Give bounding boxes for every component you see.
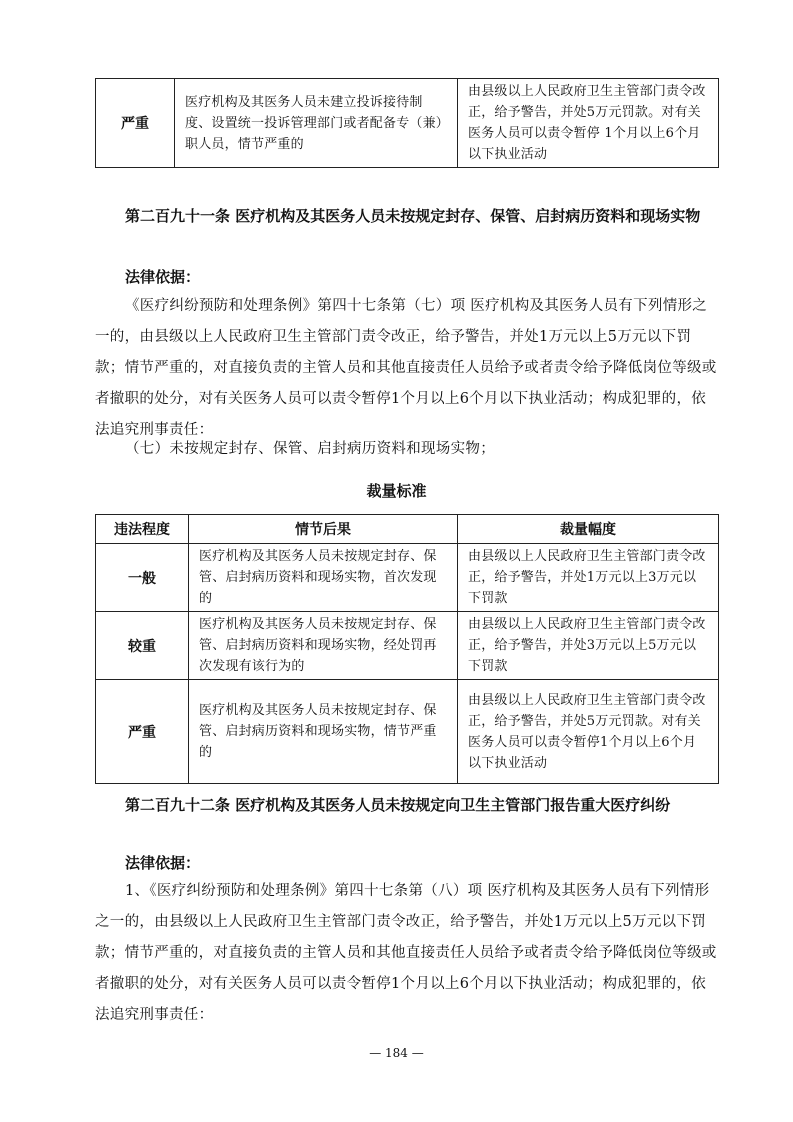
row-penalty: 由县级以上人民政府卫生主管部门责令改正，给予警告，并处3万元以上5万元以下罚款 [458, 612, 719, 680]
row-circumstance: 医疗机构及其医务人员未按规定封存、保管、启封病历资料和现场实物，情节严重的 [189, 680, 458, 784]
row-level: 严重 [96, 680, 189, 784]
top-table-circumstance: 医疗机构及其医务人员未建立投诉接待制度、设置统一投诉管理部门或者配备专（兼）职人员，情节严重的 [175, 79, 458, 168]
article-291-paragraph-2: （七）未按规定封存、保管、启封病历资料和现场实物； [125, 441, 495, 457]
header-circumstance: 情节后果 [189, 515, 458, 544]
header-level: 违法程度 [96, 515, 189, 544]
table-row [96, 612, 719, 680]
top-table-level: 严重 [96, 79, 175, 168]
table-row [96, 680, 719, 784]
table-row [96, 544, 719, 612]
table-caption: 裁量标准 [366, 482, 427, 500]
row-circumstance: 医疗机构及其医务人员未按规定封存、保管、启封病历资料和现场实物，首次发现的 [189, 544, 458, 612]
article-292-legal-basis-label: 法律依据： [125, 854, 201, 872]
article-291-paragraph-1: 《医疗纠纷预防和处理条例》第四十七条第（七）项 医疗机构及其医务人员有下列情形之一的，由县级以上人民政府卫生主管部门责令改正，给予警告，并处1万元以上5万元以下罚款；情节严重的，对直接负责的主管人员和其他直接责任人员给予或者责令给予降低岗位等级或者撤职的处分，对有关医务人员可以责令暂停1个月以上6个月以下执业活动；构成犯罪的，依法追究刑事责任： [95, 298, 717, 438]
page-number: — 184 — [369, 1046, 424, 1060]
table-header-row [96, 515, 719, 544]
row-penalty: 由县级以上人民政府卫生主管部门责令改正，给予警告，并处1万元以上3万元以下罚款 [458, 544, 719, 612]
article-291-legal-basis-label: 法律依据： [125, 268, 201, 286]
header-penalty: 裁量幅度 [458, 515, 719, 544]
article-291-title: 第二百九十一条 医疗机构及其医务人员未按规定封存、保管、启封病历资料和现场实物 [125, 207, 701, 225]
discretion-table [95, 514, 719, 784]
row-penalty: 由县级以上人民政府卫生主管部门责令改正，给予警告，并处5万元罚款。对有关医务人员可以责令暂停1个月以上6个月以下执业活动 [458, 680, 719, 784]
top-table [95, 78, 719, 168]
article-292-paragraph-1: 1、《医疗纠纷预防和处理条例》第四十七条第（八）项 医疗机构及其医务人员有下列情形之一的，由县级以上人民政府卫生主管部门责令改正，给予警告，并处1万元以上5万元以下罚款；情节严重的，对直接负责的主管人员和其他直接责任人员给予或者责令给予降低岗位等级或者撤职的处分，对有关医务人员可以责令暂停1个月以上6个月以下执业活动；构成犯罪的，依法追究刑事责任： [95, 883, 717, 1023]
row-circumstance: 医疗机构及其医务人员未按规定封存、保管、启封病历资料和现场实物，经处罚再次发现有该行为的 [189, 612, 458, 680]
row-level: 较重 [96, 612, 189, 680]
top-table-penalty: 由县级以上人民政府卫生主管部门责令改正，给予警告，并处5万元罚款。对有关医务人员可以责令暂停 1个月以上6个月以下执业活动 [458, 79, 719, 168]
article-292-title: 第二百九十二条 医疗机构及其医务人员未按规定向卫生主管部门报告重大医疗纠纷 [125, 796, 671, 814]
row-level: 一般 [96, 544, 189, 612]
